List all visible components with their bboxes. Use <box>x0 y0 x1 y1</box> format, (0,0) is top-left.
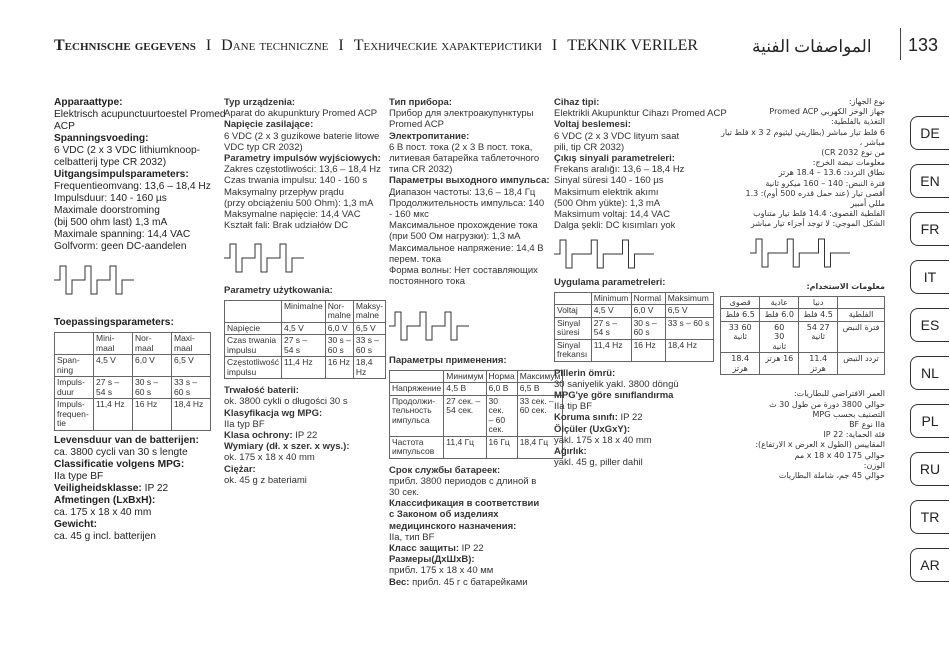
spec-line: Размеры(ДхШхВ): <box>389 554 475 566</box>
spec-line: Maximale doorstroming <box>54 205 160 216</box>
language-tab-en[interactable]: EN <box>910 164 949 198</box>
spec-line: نطاق التردد: 13.6 – 18.4 هرتز <box>778 168 885 178</box>
spec-line: العمر الافتراضي للبطاريات: <box>793 389 885 399</box>
parameters-table <box>720 296 885 376</box>
spec-line: типа CR 2032) <box>389 164 453 176</box>
spec-line: الشكل الموجي: لا توجد أجزاء تيار مباشر <box>750 219 885 229</box>
spec-line: Apparaattype: <box>54 97 123 108</box>
table-cell: 16 Hz <box>631 339 665 361</box>
table-cell: Sinyal frekansı <box>555 339 592 361</box>
table-cell: 6,5 V <box>172 355 211 377</box>
waveform-line <box>389 312 469 340</box>
spec-line: с Законом об изделиях <box>389 509 499 521</box>
language-tab-nl[interactable]: NL <box>910 356 949 390</box>
table-cell: 33 s – 60 s <box>665 317 713 339</box>
spec-line: Maximale spanning: 14,4 VAC <box>54 229 191 240</box>
spec-line: pili, tip CR 2032) <box>554 141 625 153</box>
spec-line: التغذية بالفلطية: <box>831 117 885 127</box>
waveform-diagram <box>750 236 850 270</box>
spec-line: Trwałość baterii: <box>224 385 299 397</box>
table-cell: 60 33 ثانية <box>721 321 760 353</box>
table-cell: 30 s – 60 s <box>133 377 172 399</box>
spec-line <box>389 543 549 554</box>
table-row <box>555 339 714 361</box>
spec-line: Прибор для электроакупунктуры <box>389 108 534 120</box>
spec-line: ca. 175 x 18 x 40 mm <box>54 506 152 518</box>
spec-line: Afmetingen (LxBxH): <box>54 494 156 506</box>
table-row <box>555 305 714 318</box>
spec-line: فترة النبض: 140 – 160 ميكرو ثانية <box>765 178 885 188</box>
table-cell: قصوى <box>721 296 760 309</box>
table-cell: Normal <box>631 292 665 305</box>
table-cell: 33 s – 60 s <box>172 377 211 399</box>
table-cell: 4,5 V <box>281 322 325 335</box>
language-tab-de[interactable]: DE <box>910 116 949 150</box>
spec-line: ok. 175 x 18 x 40 mm <box>224 452 315 464</box>
table-cell: 33 s – 60 s <box>353 335 385 357</box>
header-separator: I <box>551 37 558 54</box>
column-russian <box>389 97 561 588</box>
spec-line: Golfvorm: geen DC-aandelen <box>54 241 187 252</box>
header-title-ru: Технические характеристики <box>353 37 542 54</box>
waveform-diagram <box>389 309 469 343</box>
table-row <box>390 383 563 396</box>
table-cell <box>838 296 885 309</box>
table-row <box>225 322 386 335</box>
spec-line: Zakres częstotliwości: 13,6 – 18,4 Hz <box>224 164 381 176</box>
table-cell: 60 30 ثانية <box>760 321 799 353</box>
table-cell: 16 هرتز <box>760 353 799 375</box>
spec-line: перем. тока <box>389 253 441 265</box>
spec-line: حوالي 175 x 18 x 40 مم <box>794 450 885 460</box>
table-cell: Maksy- malne <box>353 300 385 322</box>
spec-line: Typ urządzenia: <box>224 97 296 108</box>
table-cell: 18,4 Гц <box>517 436 563 458</box>
table-cell: Sinyal süresi <box>555 317 592 339</box>
spec-line: Электропитание: <box>389 130 470 142</box>
parameters-table <box>554 292 714 362</box>
spec-label: Koruma sınıfı: <box>554 412 618 424</box>
spec-line: 6 VDC (2 x 3 VDC lithiumknoop- <box>54 145 201 156</box>
page-header <box>54 37 899 59</box>
header-divider <box>900 28 901 60</box>
spec-line: Sinyal süresi 140 - 160 µs <box>554 175 664 187</box>
table-title: Uygulama parametreleri: <box>554 277 666 289</box>
spec-line: Dalga şekli: DC kısımları yok <box>554 220 676 232</box>
table-cell: فترة النبض <box>838 321 885 353</box>
table-cell: Napięcie <box>225 322 282 335</box>
column-turkish <box>554 97 727 469</box>
table-cell: 6,0 V <box>631 305 665 318</box>
table-cell: Продолжи- тельность импульса <box>390 395 444 436</box>
table-cell <box>55 333 94 355</box>
spec-line: 6 VDC (2 x 3 VDC lityum saat <box>554 130 680 142</box>
spec-line: Форма волны: Нет составляющих <box>389 265 538 277</box>
table-cell: 18,4 Hz <box>665 339 713 361</box>
table-title: Parametry użytkowania: <box>224 285 333 297</box>
spec-line: Klasyfikacja wg MPG: <box>224 407 323 419</box>
spec-line: Параметры выходного импульса: <box>389 175 550 187</box>
spec-line: Pillerin ömrü: <box>554 367 616 379</box>
column-arabic <box>720 97 885 481</box>
spec-line: Spanningsvoeding: <box>54 133 149 144</box>
spec-line: جهاز الوخز الكهربي Promed ACP <box>769 107 885 117</box>
spec-line: (bij 500 ohm last) 1,3 mA <box>54 217 168 228</box>
spec-line: постоянного тока <box>389 276 465 288</box>
waveform-diagram <box>224 241 304 275</box>
waveform-line <box>554 240 654 268</box>
waveform-line <box>54 266 134 294</box>
spec-line: من نوع CR 2032) <box>821 148 885 158</box>
table-row <box>225 300 386 322</box>
spec-line: Elektrisch acupunctuurtoestel Promed <box>54 109 226 120</box>
spec-line: معلومات نبضة الخرج: <box>812 158 885 168</box>
waveform-line <box>750 239 850 267</box>
spec-line: медицинского назначения: <box>389 520 517 532</box>
table-row <box>721 321 885 353</box>
header-title-ar: المواصفات الفنية <box>752 37 872 56</box>
table-cell: Частота импульсов <box>390 436 444 458</box>
spec-line: Срок службы батареек: <box>389 464 501 476</box>
table-title: Toepassingsparameters: <box>54 317 174 328</box>
spec-label: Veiligheidsklasse: <box>54 482 142 494</box>
spec-line: حوالي 45 جم، شاملة البطاريات <box>778 470 885 480</box>
table-cell: Minimalne <box>281 300 325 322</box>
table-cell: 27 сек. – 54 сек. <box>444 395 486 436</box>
spec-line: Wymiary (dł. x szer. x wys.): <box>224 441 350 453</box>
table-cell: 11,4 Hz <box>94 399 133 431</box>
table-row <box>225 335 386 357</box>
table-cell: 6.0 فلط <box>760 309 799 322</box>
spec-value: IP 22 <box>141 482 169 494</box>
spec-line: Classificatie volgens MPG: <box>54 458 185 470</box>
spec-line: Классификация в соответствии <box>389 498 540 510</box>
spec-line: 6 فلط تيار مباشر (بطاريتي ليثيوم 2 x 3 فلط تيار مباشر ، <box>720 127 885 147</box>
spec-line: فئة الحماية: IP 22 <box>823 430 885 440</box>
spec-line: Cihaz tipi: <box>554 97 600 108</box>
table-cell: 6,5 V <box>353 322 385 335</box>
waveform-line <box>224 244 304 272</box>
table-cell: Impuls- duur <box>55 377 94 399</box>
spec-line: прибл. 3800 периодов с длиной в <box>389 475 537 487</box>
table-cell: Nor- maal <box>133 333 172 355</box>
spec-line: Maksimum elektrik akımı <box>554 186 659 198</box>
spec-line: Promed ACP <box>389 119 444 131</box>
table-cell <box>225 300 282 322</box>
spec-line: литиевая батарейка таблеточного <box>389 153 540 165</box>
table-row <box>55 399 211 431</box>
table-cell: 16 Гц <box>486 436 517 458</box>
spec-line: حوالي 3800 دورة من طول 30 ث <box>769 399 885 409</box>
spec-value: IP 22 <box>617 412 643 424</box>
spec-line: نوع الجهاز: <box>848 97 885 106</box>
table-title: Параметры применения: <box>389 355 507 367</box>
spec-line: Ölçüler (UxGxY): <box>554 423 631 435</box>
spec-line: Çıkış sinyali parametreleri: <box>554 153 675 165</box>
table-cell: Минимум <box>444 370 486 383</box>
spec-line: Voltaj beslemesi: <box>554 119 631 131</box>
table-row <box>721 309 885 322</box>
spec-line: celbatterij type CR 2032) <box>54 157 167 168</box>
spec-line: Ciężar: <box>224 463 256 475</box>
table-cell <box>555 292 592 305</box>
spec-value: прибл. 45 г с батарейками <box>409 576 528 588</box>
spec-line: Ağırlık: <box>554 446 587 458</box>
table-cell: 11,4 Гц <box>444 436 486 458</box>
spec-line: 30 saniyelik yakl. 3800 döngü <box>554 378 679 390</box>
spec-line: Aparat do akupunktury Promed ACP <box>224 108 378 120</box>
table-row <box>55 377 211 399</box>
table-cell: Voltaj <box>555 305 592 318</box>
table-cell: 6,0 V <box>133 355 172 377</box>
table-cell: Częstotliwość impulsu <box>225 357 282 379</box>
spec-line: أقصى تيار (عند حمل قدره 500 أوم): 1.3 <box>745 188 885 198</box>
parameters-table <box>54 332 211 431</box>
spec-line: Maksymalne napięcie: 14,4 VAC <box>224 209 361 221</box>
spec-line: Продолжительность импульса: 140 <box>389 197 545 209</box>
table-cell: Maksimum <box>665 292 713 305</box>
spec-line: yakl. 45 g, piller dahil <box>554 457 643 469</box>
spec-value: IP 22 <box>292 429 318 441</box>
table-cell: Impuls- frequen- tie <box>55 399 94 431</box>
table-row <box>721 296 885 309</box>
language-tab-it[interactable]: IT <box>910 260 949 294</box>
spec-line: ca. 45 g incl. batterijen <box>54 530 156 542</box>
parameters-table <box>389 370 563 459</box>
spec-line: Maksymalny przepływ prądu <box>224 186 344 198</box>
table-row <box>390 436 563 458</box>
table-cell: 6,5 В <box>517 383 563 396</box>
table-cell: 27 s – 54 s <box>94 377 133 399</box>
spec-line: Максимальное напряжение: 14,4 В <box>389 242 544 254</box>
spec-line: - 160 мкс <box>389 209 429 221</box>
header-title-tr: TEKNIK VERILER <box>567 37 699 54</box>
spec-line: (500 Ohm yükte): 1,3 mA <box>554 197 661 209</box>
table-cell: 11.4 هرتز <box>799 353 838 375</box>
spec-line: Frequentieomvang: 13,6 – 18,4 Hz <box>54 181 211 192</box>
spec-line: yakl. 175 x 18 x 40 mm <box>554 434 652 446</box>
table-cell: عادية <box>760 296 799 309</box>
table-cell: 16 Hz <box>133 399 172 431</box>
spec-line: Максимальное прохождение тока <box>389 220 538 232</box>
table-cell: Maxi- maal <box>172 333 211 355</box>
table-cell: Mini- maal <box>94 333 133 355</box>
spec-line: التصنيف بحسب MPG <box>812 409 885 419</box>
spec-line: IIa نوع BF <box>849 419 885 429</box>
spec-line: Uitgangsimpulsparameters: <box>54 169 189 180</box>
language-tab-pl[interactable]: PL <box>910 404 949 438</box>
table-cell: 30 сек. – 60 сек. <box>486 395 517 436</box>
table-cell: 6.5 فلط <box>721 309 760 322</box>
spec-line: الفلطية القصوى: 14.4 فلط تيار متناوب <box>753 209 885 219</box>
spec-line: Диапазон частоты: 13,6 – 18,4 Гц <box>389 186 536 198</box>
spec-line: VDC typ CR 2032) <box>224 141 303 153</box>
column-polish <box>224 97 384 486</box>
table-cell: 4,5 В <box>444 383 486 396</box>
table-row <box>55 333 211 355</box>
spec-line: ok. 45 g z bateriami <box>224 474 307 486</box>
spec-line: (при 500 Ом нагрузки): 1,3 мА <box>389 231 521 243</box>
table-row <box>555 292 714 305</box>
table-cell: Minimum <box>591 292 631 305</box>
table-title: معلومات الاستخدام: <box>806 281 885 291</box>
language-tab-ru[interactable]: RU <box>910 452 949 486</box>
spec-line: IIa tip BF <box>554 401 593 413</box>
table-cell: 27 s – 54 s <box>591 317 631 339</box>
table-cell: 33 сек. – 60 сек. <box>517 395 563 436</box>
table-row <box>390 370 563 383</box>
table-cell: دنيا <box>799 296 838 309</box>
table-cell: 18,4 Hz <box>353 357 385 379</box>
spec-label: Класс защиты: <box>389 543 459 555</box>
table-cell: 6,0 V <box>325 322 353 335</box>
page-number: 133 <box>908 35 939 55</box>
spec-line: Napięcie zasilające: <box>224 119 314 131</box>
table-cell: Nor- malne <box>325 300 353 322</box>
spec-line: Kształt fali: Brak udziałów DC <box>224 220 349 232</box>
table-row <box>225 357 386 379</box>
spec-line <box>224 430 384 441</box>
language-tab-es[interactable]: ES <box>910 308 949 342</box>
table-cell: Норма <box>486 370 517 383</box>
waveform-diagram <box>554 237 654 271</box>
table-cell: 4,5 V <box>591 305 631 318</box>
table-cell: 18,4 Hz <box>172 399 211 431</box>
table-cell: 30 s – 60 s <box>325 335 353 357</box>
language-tab-ar[interactable]: AR <box>910 548 949 582</box>
table-row <box>390 395 563 436</box>
table-cell: 27 54 ثانية <box>799 321 838 353</box>
table-cell: 6,5 V <box>665 305 713 318</box>
spec-line: Elektrikli Akupunktur Cihazı Promed ACP <box>554 108 727 120</box>
spec-line: الوزن: <box>863 460 885 470</box>
spec-line: المقاييس (الطول x العرض x الارتفاع): <box>755 440 885 450</box>
table-cell: 6,0 В <box>486 383 517 396</box>
waveform-diagram <box>54 263 134 297</box>
spec-line: Czas trwania impulsu: 140 - 160 s <box>224 175 368 187</box>
spec-line: IIa type BF <box>54 470 104 482</box>
spec-line: ca. 3800 cycli van 30 s lengte <box>54 446 188 458</box>
table-cell: 30 s – 60 s <box>631 317 665 339</box>
spec-line: مللي أمبير <box>850 199 885 209</box>
table-cell: Максимум <box>517 370 563 383</box>
table-cell: Span- ning <box>55 355 94 377</box>
header-separator: I <box>338 37 344 54</box>
language-tab-tr[interactable]: TR <box>910 500 949 534</box>
table-cell: 18.4 هرتز <box>721 353 760 375</box>
spec-line: 6 В пост. тока (2 x 3 В пост. тока, <box>389 141 533 153</box>
spec-line: Parametry impulsów wyjściowych: <box>224 153 381 165</box>
spec-line: 30 сек. <box>389 487 420 499</box>
table-row <box>555 317 714 339</box>
table-cell: 4.5 فلط <box>799 309 838 322</box>
spec-value: IP 22 <box>459 543 484 555</box>
table-cell: 16 Hz <box>325 357 353 379</box>
spec-line: Maksimum voltaj: 14,4 VAC <box>554 209 670 221</box>
spec-line: Frekans aralığı: 13,6 – 18,4 Hz <box>554 164 685 176</box>
table-row <box>55 355 211 377</box>
table-cell: 11,4 Hz <box>281 357 325 379</box>
spec-line: (przy obciążeniu 500 Ohm): 1,3 mA <box>224 197 374 209</box>
spec-line: Тип прибора: <box>389 97 452 108</box>
spec-line <box>389 577 549 588</box>
spec-line: ok. 3800 cykli o długości 30 s <box>224 396 348 408</box>
column-dutch <box>54 97 226 543</box>
spec-label: Вес: <box>389 576 410 588</box>
spec-line: IIa, тип BF <box>389 531 435 543</box>
spec-line: ACP <box>54 121 75 132</box>
language-tab-fr[interactable]: FR <box>910 212 949 246</box>
spec-line: Impulsduur: 140 - 160 µs <box>54 193 167 204</box>
table-cell: 11,4 Hz <box>591 339 631 361</box>
spec-line: IIa typ BF <box>224 418 265 430</box>
table-cell: Czas trwania impulsu <box>225 335 282 357</box>
table-cell: 27 s – 54 s <box>281 335 325 357</box>
spec-line: 6 VDC (2 x 3 guzikowe baterie litowe <box>224 130 380 142</box>
table-row <box>721 353 885 375</box>
table-cell: تردد النبض <box>838 353 885 375</box>
spec-line <box>54 483 214 495</box>
spec-line: прибл. 175 x 18 x 40 мм <box>389 565 494 577</box>
parameters-table <box>224 300 386 380</box>
header-separator: I <box>205 37 212 54</box>
header-title-nl: Technische gegevens <box>54 37 196 54</box>
table-cell: Напряжение <box>390 383 444 396</box>
spec-line: Gewicht: <box>54 518 98 530</box>
spec-line: MPG'ye göre sınıflandırma <box>554 390 674 402</box>
spec-label: Klasa ochrony: <box>224 429 293 441</box>
table-cell: الفلطية <box>838 309 885 322</box>
header-title-pl: Dane techniczne <box>221 37 329 54</box>
spec-line <box>554 412 714 423</box>
table-cell <box>390 370 444 383</box>
table-cell: 4,5 V <box>94 355 133 377</box>
spec-line: Levensduur van de batterijen: <box>54 434 199 446</box>
